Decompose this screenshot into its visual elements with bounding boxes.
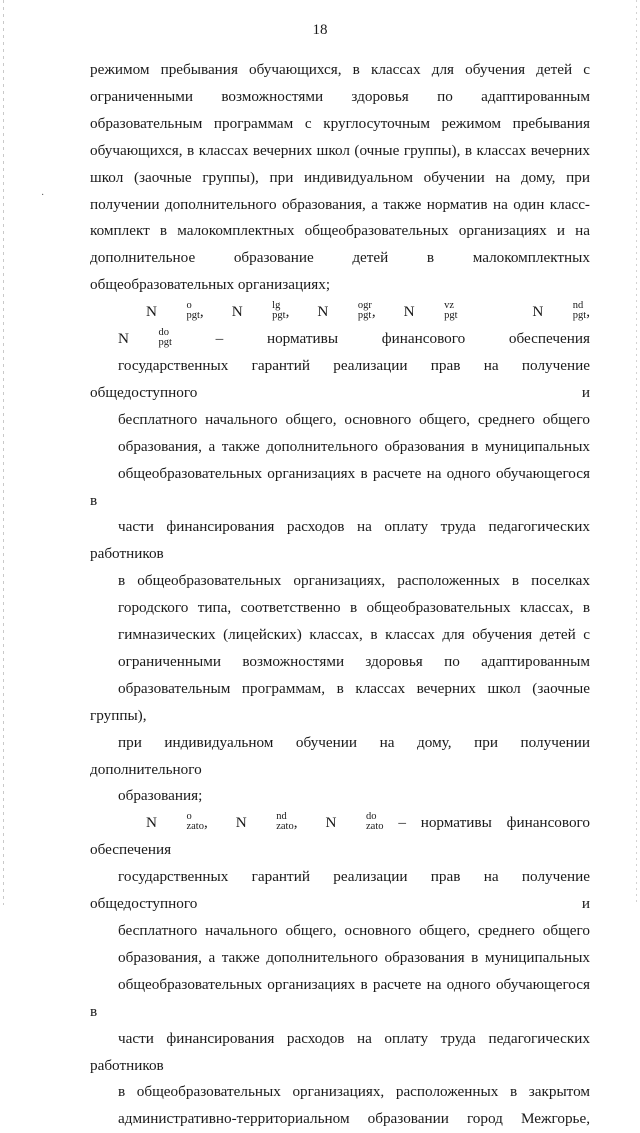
text-line: в общеобразовательных организациях, расположенных в закрытом [118, 1083, 590, 1101]
text-line: образования, а также дополнительного образования в муниципальных [118, 437, 590, 455]
symbol-subscript: pgt [272, 310, 286, 322]
symbol-definition-start: – нормативы финансового обеспечения [215, 330, 590, 348]
symbol-line [90, 810, 590, 864]
symbol-subscript: pgt [444, 310, 458, 322]
text-line: административно-территориальном образовании город Межгорье, [118, 1110, 590, 1128]
symbol-separator: , [203, 814, 208, 832]
symbol-subscript: zato [186, 821, 204, 833]
symbol-base: N [403, 303, 415, 321]
normative-symbol [289, 300, 372, 322]
text-line: ограниченными возможностями здоровья по адаптированным [118, 652, 590, 670]
margin-mark: · [41, 190, 45, 201]
document-body [90, 57, 590, 1133]
text-line: школ (заочные группы), при индивидуальном обучении на дому, при [90, 168, 590, 186]
text-line: в общеобразовательных организациях, расположенных в поселках [118, 572, 590, 590]
text-line: бесплатного начального общего, основного общего, среднего общего [118, 410, 590, 428]
scan-edge-left [3, 0, 4, 905]
text-line: дополнительное образование детей в малокомплектных [90, 249, 590, 267]
symbol-separator: , [199, 303, 204, 321]
text-line: при индивидуальном обучении на дому, при получении дополнительного [90, 733, 590, 778]
normative-symbol [208, 811, 294, 833]
symbol-superscript: nd [572, 300, 584, 312]
text-line: обучающихся, в классах вечерних школ (очные группы), в классах вечерних [90, 141, 590, 159]
symbol-superscript: vz [444, 300, 455, 312]
text-line: бесплатного начального общего, основного общего, среднего общего [118, 922, 590, 939]
symbol-superscript: ogr [357, 300, 372, 312]
symbol-superscript: o [186, 811, 192, 823]
symbol-base: N [325, 814, 337, 832]
symbol-superscript: do [158, 327, 169, 339]
symbol-superscript: nd [276, 811, 287, 823]
symbol-superscript: lg [272, 300, 281, 312]
normative-symbol [504, 300, 587, 322]
symbol-base: N [317, 303, 329, 321]
symbol-subscript: pgt [572, 310, 587, 322]
symbol-separator: , [371, 303, 376, 321]
text-line: комплект в малокомплектных общеобразовательных организациях и на [90, 222, 590, 240]
page-number: 18 [312, 22, 328, 38]
text-line: ограниченными возможностями здоровья по адаптированным [90, 87, 590, 105]
symbol-superscript: do [366, 811, 377, 823]
text-line: образования, а также дополнительного образования в муниципальных [118, 948, 590, 966]
symbol-subscript: pgt [158, 337, 172, 349]
paragraph-2 [90, 299, 590, 810]
paragraph-1 [90, 57, 590, 299]
normative-symbol [118, 811, 204, 833]
scan-edge-right [636, 0, 637, 905]
text-line: образования; [118, 787, 203, 805]
symbol-subscript: pgt [186, 310, 200, 322]
text-line: государственных гарантий реализации прав на получение общедоступного и [90, 868, 590, 913]
text-line: общеобразовательных организациях в расчете на одного обучающегося в [90, 975, 590, 1020]
symbol-base: N [532, 303, 544, 321]
normative-symbol [204, 300, 286, 322]
symbol-subscript: pgt [357, 310, 372, 322]
symbol-base: N [231, 303, 243, 321]
normative-symbol [90, 327, 172, 349]
symbol-line [90, 299, 590, 353]
symbol-separator: , [285, 303, 290, 321]
symbol-separator: , [586, 303, 590, 321]
text-line: общеобразовательных организациях в расчете на одного обучающегося в [90, 464, 590, 509]
symbol-base: N [146, 814, 157, 832]
symbol-base: N [235, 814, 247, 832]
symbol-subscript: zato [276, 821, 294, 833]
text-line: режимом пребывания обучающихся, в классах для обучения детей с [90, 61, 590, 78]
paragraph-3 [90, 810, 590, 1133]
text-line: получении дополнительного образования, а также норматив на один класс- [90, 195, 590, 213]
normative-symbol [298, 811, 384, 833]
text-line: образовательным программам с круглосуточным режимом пребывания [90, 114, 590, 132]
symbol-superscript: o [186, 300, 192, 312]
normative-symbol [376, 300, 458, 322]
symbol-definition-start: – нормативы финансового обеспечения [90, 814, 591, 859]
symbol-separator: , [293, 814, 298, 832]
text-line: общеобразовательных организациях; [90, 276, 331, 294]
text-line: государственных гарантий реализации прав на получение общедоступного и [90, 356, 590, 401]
text-line: части финансирования расходов на оплату труда педагогических работников [90, 1029, 590, 1074]
symbol-base: N [118, 330, 129, 348]
symbol-base: N [146, 303, 157, 321]
normative-symbol [118, 300, 200, 322]
text-line: образовательным программам, в классах вечерних школ (заочные группы), [90, 679, 590, 724]
text-line: городского типа, соответственно в общеобразовательных классах, в [118, 599, 590, 617]
text-line: части финансирования расходов на оплату труда педагогических работников [90, 518, 590, 563]
text-line: гимназических (лицейских) классах, в классах для обучения детей с [118, 626, 590, 644]
symbol-subscript: zato [366, 821, 384, 833]
